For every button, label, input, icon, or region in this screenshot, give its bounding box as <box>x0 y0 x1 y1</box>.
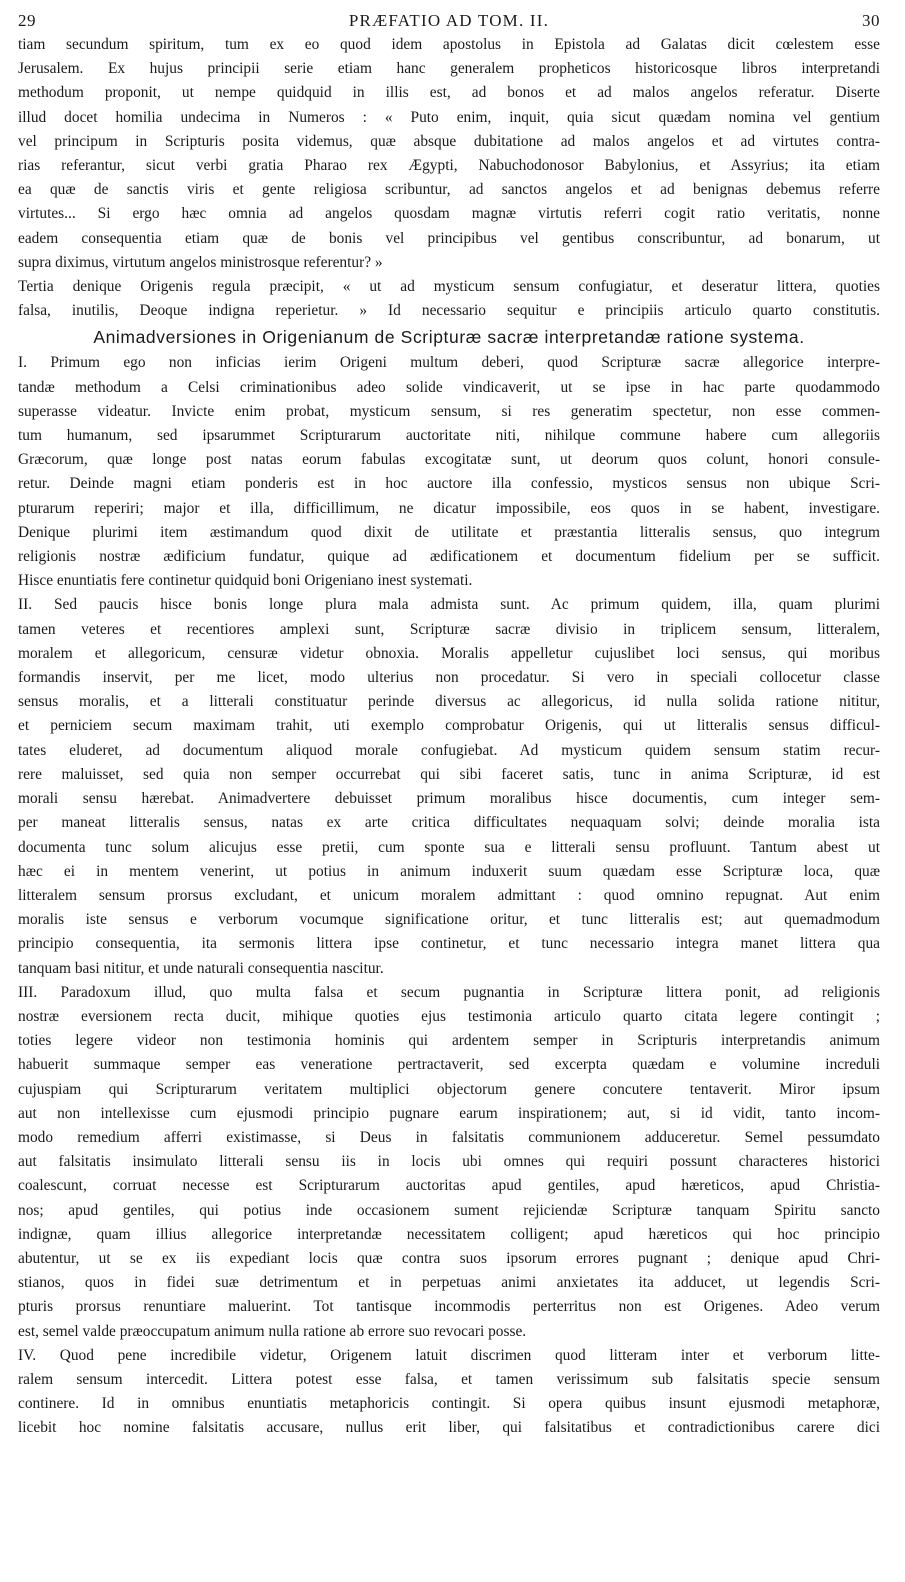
text-line: tamen veteres et recentiores amplexi sunt, Scripturæ sacræ divisio in triplicem sensum, litteralem, <box>18 620 880 638</box>
text-line: litteralem sensum prorsus excludant, et unicum moralem admittant : quod omnino repugnat. Aut enim <box>18 886 880 904</box>
text-line: tandæ methodum a Celsi criminationibus adeo solide vindicaverit, ut se ipse in hac parte quodammodo <box>18 378 880 396</box>
tertia-paragraph <box>18 275 880 323</box>
text-line: continere. Id in omnibus enuntiatis metaphoricis contingit. Si opera quibus insunt ejusmodi metaphoræ, <box>18 1395 880 1413</box>
text-line: moralem et allegoricum, censuræ videtur obnoxia. Moralis appelletur cujuslibet loci sensus, qui moribus <box>18 644 880 662</box>
text-line: rere maluisset, sed quia non semper occurrebat qui sibi faceret satis, tunc in anima Scripturæ, id est <box>18 765 880 783</box>
text-line: Tertia denique Origenis regula præcipit, « ut ad mysticum sensum confugiatur, et deseratur littera, quoties <box>18 278 880 296</box>
text-line: hæc ei in mentem venerint, ut potius in animum induxerit suum quædam esse Scripturæ loca, quæ <box>18 862 880 880</box>
text-line: ralem sensum intercedit. Littera potest esse falsa, et tamen verissimum sub falsitatis specie sensum <box>18 1370 880 1388</box>
text-line: illud docet homilia undecima in Numeros : « Puto enim, inquit, quia sicut quædam nomina vel gentium <box>18 108 880 126</box>
text-line: tanquam basi nititur, et unde naturali consequentia nascitur. <box>18 959 384 977</box>
text-line: supra diximus, virtutum angelos ministrosque referentur? » <box>18 253 383 271</box>
text-line: superasse videatur. Invicte enim probat, mysticum sensum, si res generatim spectetur, non esse commen- <box>18 402 880 420</box>
text-line: aut falsitatis insimulato litterali sensu iis in locis ubi omnes qui requiri possunt characteres historici <box>18 1153 880 1171</box>
text-line: vel principum in Scripturis posita videmus, quæ absque dubitatione ad malos angelos et ad virtutes contra- <box>18 132 880 150</box>
text-line: abutentur, ut se ex iis expediant locis quæ contra suos ipsorum errores pugnant ; denique apud Chri- <box>18 1249 880 1267</box>
text-line: retur. Deinde magni etiam ponderis est in hoc auctore illa confessio, mysticos sensus non ubique Scri- <box>18 475 880 493</box>
running-header <box>18 10 880 32</box>
text-line: methodum proponit, ut nempe quidquid in illis est, ad bonos et ad malos angelos referatur. Diserte <box>18 84 880 102</box>
text-line: Denique plurimi item æstimandum quod dixit de utilitate et præstantia litteralis sensus, quo integrum <box>18 523 880 541</box>
text-line: modo remedium afferri existimasse, si Deus in falsitatis communionem adduceretur. Semel pessumdato <box>18 1128 880 1146</box>
text-line: est, semel valde præoccupatum animum nulla ratione ab errore suo revocari posse. <box>18 1322 527 1340</box>
text-line: et perniciem secum maximam trahit, uti exemplo comprobatur Origenis, qui ut litteralis sensus difficul- <box>18 717 880 735</box>
text-line: religionis nostræ ædificium fundatur, quique ad ædificationem et documentum fidelium per se sufficit. <box>18 548 880 566</box>
text-line: documenta tunc solum alicujus esse pretii, cum sponte sua e litterali sensu profluunt. Tantum abest ut <box>18 838 880 856</box>
text-line: morali sensu hærebat. Animadvertere debuisset primum moralibus hisce documentis, cum integer sem- <box>18 790 880 808</box>
text-line: nostræ eversionem recta ducit, mihique quoties ejus testimonia articulo quarto citata legere contingit ; <box>18 1007 880 1025</box>
text-line: virtutes... Si ergo hæc omnia ad angelos quosdam magnæ virtutis referri cogit ratio veritatis, nonne <box>18 205 880 223</box>
paragraph-3 <box>18 981 880 1344</box>
text-line: Jerusalem. Ex hujus principii serie etiam hanc generalem propheticos historicosque libros interpretandi <box>18 60 880 78</box>
text-line: per maneat litteralis sensus, natas ex arte critica difficultates nequaquam solvi; deinde moralia ista <box>18 814 880 832</box>
text-line: III. Paradoxum illud, quo multa falsa et secum pugnantia in Scripturæ littera ponit, ad religionis <box>18 983 880 1001</box>
text-line: II. Sed paucis hisce bonis longe plura mala admista sunt. Ac primum quidem, illa, quam plurimi <box>18 596 880 614</box>
text-line: Græcorum, quæ longe post natas eorum fabulas excogitatæ sunt, ut deorum quos colunt, honori consule- <box>18 451 880 469</box>
text-line: ea quæ de sanctis viris et gente religiosa scribuntur, ad sanctos angelos et ad benignas debemus referre <box>18 181 880 199</box>
paragraph-1 <box>18 351 880 593</box>
text-line: IV. Quod pene incredibile videtur, Origenem latuit discrimen quod litteram inter et verborum litte- <box>18 1346 880 1364</box>
text-line: sensus moralis, et a litterali constituatur perinde diversus ac allegoricus, id nulla solida ratione nititur, <box>18 693 880 711</box>
text-line: stianos, quos in fidei suæ detrimentum et in perpetuas animi anxietates ita adducet, ut legendis Scri- <box>18 1274 880 1292</box>
text-line: tiam secundum spiritum, tum ex eo quod idem apostolus in Epistola ad Galatas dicit cœlestem esse <box>18 36 880 53</box>
text-line: I. Primum ego non inficias ierim Origeni multum deberi, quod Scripturæ sacræ allegorice interpre- <box>18 354 880 372</box>
text-line: moralis iste sensus e verborum vocumque significatione oritur, et tunc litteralis est; aut quemadmodum <box>18 911 880 929</box>
text-line: formandis inservit, per me licet, modo ulterius non procedatur. Si vero in speciali collocetur classe <box>18 669 880 687</box>
text-line: Hisce enuntiatis fere continetur quidquid boni Origeniano inest systemati. <box>18 572 473 590</box>
running-title: PRÆFATIO AD TOM. II. <box>348 11 550 30</box>
left-page-number: 29 <box>18 11 36 30</box>
section-heading: Animadversiones in Origenianum de Scripturæ sacræ interpretandæ ratione systema. <box>93 327 805 348</box>
text-line: aut non intellexisse cum ejusmodi principio pugnare earum inspirationem; aut, si id vidit, tanto incom- <box>18 1104 880 1122</box>
document-page <box>18 10 880 1441</box>
text-line: indignæ, quam illius allegorice interpretandæ necessitatem colligent; apud hæreticos qui hoc principio <box>18 1225 880 1243</box>
text-line: habuerit summaque semper eas veneratione pertractaverit, sed excerpta quædam e volumine increduli <box>18 1056 880 1074</box>
text-line: falsa, inutilis, Deoque indigna reperietur. » Id necessario sequitur e principiis articulo quarto constitutis. <box>18 302 880 320</box>
intro-paragraph <box>18 33 880 275</box>
text-line: toties legere videor non testimonia hominis qui ardentem semper in Scripturis interpretandis animum <box>18 1032 880 1050</box>
paragraph-2 <box>18 593 880 980</box>
text-line: nos; apud gentiles, qui potius inde occasionem sument rejiciendæ Scripturæ tanquam Spiritu sancto <box>18 1201 880 1219</box>
text-line: cujuspiam qui Scripturarum veritatem multiplici objectorum genere concutere tentaverit. Miror ipsum <box>18 1080 880 1098</box>
paragraph-4 <box>18 1344 880 1441</box>
text-line: tates eluderet, ad documentum aliquod morale confugiebat. Ad mysticum quidem sensum statim recur- <box>18 741 880 759</box>
text-line: eadem consequentia etiam quæ de bonis vel principibus vel gentibus conscribuntur, ad bonarum, ut <box>18 229 880 247</box>
text-line: pturis prorsus renuntiare maluerint. Tot tantisque incommodis perterritus non est Origenes. Adeo verum <box>18 1298 880 1316</box>
text-line: coalescunt, corruat necesse est Scripturarum auctoritas apud gentiles, apud hæreticos, apud Christia- <box>18 1177 880 1195</box>
text-line: rias referantur, sicut verbi gratia Pharao rex Ægypti, Nabuchodonosor Babylonius, et Assyrius; ita etiam <box>18 157 880 175</box>
text-line: pturarum reperiri; major et illa, difficillimum, ne dicatur impossibile, eos quos in se habent, investigare. <box>18 499 880 517</box>
text-line: licebit hoc nomine falsitatis accusare, nullus erit liber, qui falsitatibus et contradictionibus carere dici <box>18 1419 880 1437</box>
right-page-number: 30 <box>861 11 880 30</box>
text-line: tum humanum, sed ipsarummet Scripturarum auctoritate niti, nihilque commune habere cum allegoriis <box>18 427 880 445</box>
text-line: principio consequentia, ita sermonis littera ipse continetur, et tunc necessario integra manet littera qua <box>18 935 880 953</box>
